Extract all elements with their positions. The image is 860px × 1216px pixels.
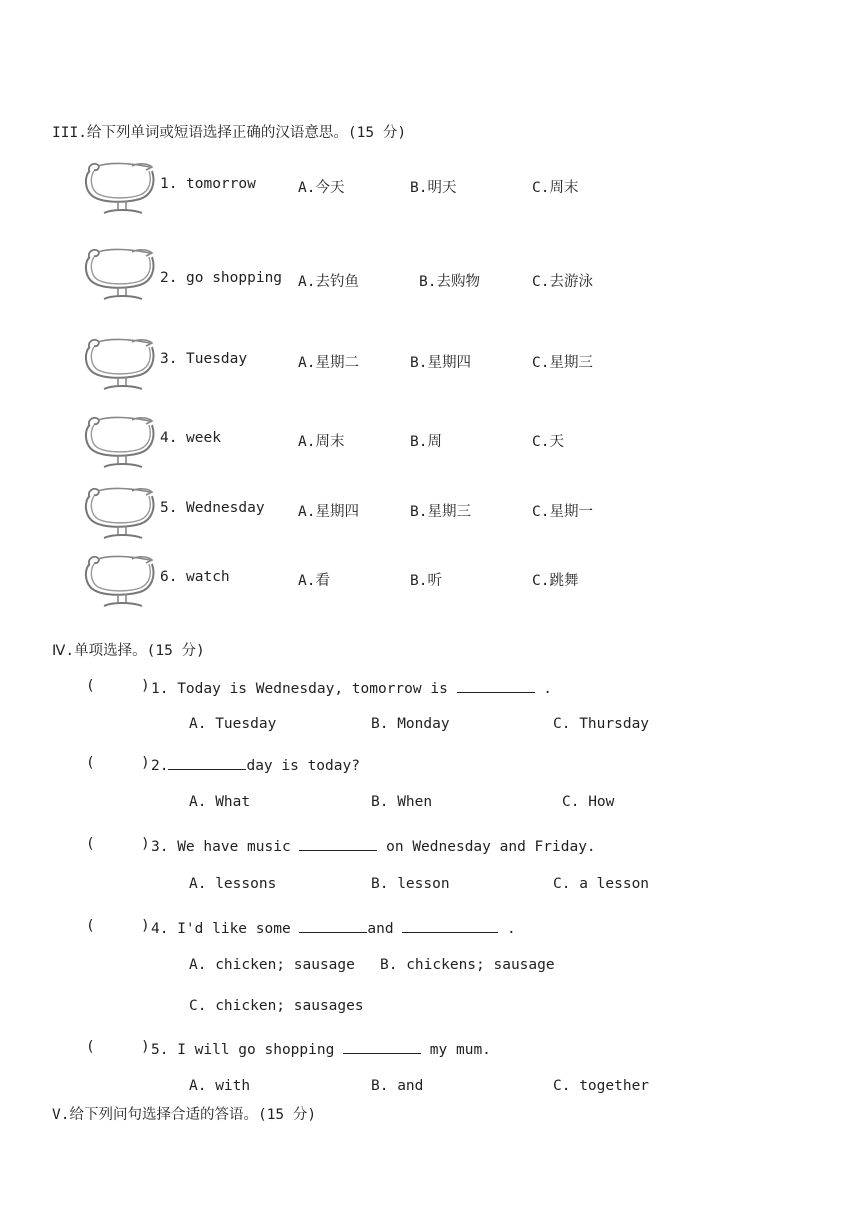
question-1-end: .	[534, 681, 553, 697]
q4-option-b: B. chickens; sausage	[380, 957, 555, 973]
question-4-text: 4. I'd like some	[151, 921, 300, 937]
option-a: A.去钓鱼	[298, 274, 359, 290]
answer-blank[interactable]	[168, 755, 246, 770]
q3-option-b: B. lesson	[371, 876, 450, 892]
item-word: watch	[186, 569, 230, 585]
answer-cup-icon	[80, 411, 160, 473]
option-a: A.星期四	[298, 504, 359, 520]
question-3-text: 3. We have music	[151, 839, 300, 855]
answer-paren-open: (	[86, 1039, 95, 1055]
answer-blank[interactable]	[402, 918, 498, 933]
section-3-title: III.给下列单词或短语选择正确的汉语意思。(15 分)	[52, 125, 407, 141]
answer-cup-icon	[80, 333, 160, 395]
answer-blank[interactable]	[299, 836, 377, 851]
answer-paren-open: (	[86, 836, 95, 852]
option-b: B.听	[410, 573, 442, 589]
question-5	[151, 1039, 491, 1058]
question-4	[151, 918, 516, 937]
q2-option-a: A. What	[189, 794, 251, 810]
question-2-text: day is today?	[246, 758, 360, 774]
option-b: B.星期四	[410, 355, 471, 371]
answer-paren-close: )	[141, 918, 150, 934]
option-a: A.看	[298, 573, 330, 589]
answer-cup-icon	[80, 550, 160, 612]
item-word: tomorrow	[186, 176, 256, 192]
q4-option-a: A. chicken; sausage	[189, 957, 355, 973]
item-number: 6.	[160, 569, 178, 585]
section-4-title: Ⅳ.单项选择。(15 分)	[52, 643, 205, 659]
answer-paren-close: )	[141, 836, 150, 852]
question-5-text: 5. I will go shopping	[151, 1042, 344, 1058]
item-word: go shopping	[186, 270, 283, 286]
answer-paren-open: (	[86, 755, 95, 771]
q1-option-a: A. Tuesday	[189, 716, 277, 732]
question-1	[151, 678, 552, 697]
option-c: C.星期三	[532, 355, 593, 371]
option-a: A.周末	[298, 434, 345, 450]
option-b: B.星期三	[410, 504, 471, 520]
answer-cup-icon	[80, 243, 160, 305]
q3-option-a: A. lessons	[189, 876, 277, 892]
q2-option-b: B. When	[371, 794, 433, 810]
item-number: 5.	[160, 500, 178, 516]
question-5-end: my mum.	[421, 1042, 491, 1058]
item-number: 2.	[160, 270, 178, 286]
question-2-number: 2.	[151, 758, 169, 774]
option-c: C.周末	[532, 180, 579, 196]
option-c: C.星期一	[532, 504, 593, 520]
q1-option-c: C. Thursday	[553, 716, 650, 732]
question-3	[151, 836, 596, 855]
q5-option-b: B. and	[371, 1078, 424, 1094]
q4-option-c: C. chicken; sausages	[189, 998, 364, 1014]
option-c: C.天	[532, 434, 564, 450]
answer-paren-open: (	[86, 678, 95, 694]
item-number: 1.	[160, 176, 178, 192]
answer-paren-close: )	[141, 755, 150, 771]
question-3-end: on Wednesday and Friday.	[377, 839, 596, 855]
option-a: A.今天	[298, 180, 345, 196]
option-a: A.星期二	[298, 355, 359, 371]
item-number: 3.	[160, 351, 178, 367]
q3-option-c: C. a lesson	[553, 876, 650, 892]
answer-paren-close: )	[141, 678, 150, 694]
option-b: B.去购物	[419, 274, 480, 290]
question-4-end: .	[498, 921, 516, 937]
option-c: C.去游泳	[532, 274, 593, 290]
section-5-title: V.给下列问句选择合适的答语。(15 分)	[52, 1107, 317, 1123]
question-1-text: 1. Today is Wednesday, tomorrow is	[151, 681, 457, 697]
option-c: C.跳舞	[532, 573, 579, 589]
option-b: B.明天	[410, 180, 457, 196]
q2-option-c: C. How	[562, 794, 615, 810]
item-word: week	[186, 430, 221, 446]
q5-option-a: A. with	[189, 1078, 251, 1094]
answer-blank[interactable]	[343, 1039, 421, 1054]
q5-option-c: C. together	[553, 1078, 650, 1094]
question-4-mid: and	[367, 921, 403, 937]
answer-paren-close: )	[141, 1039, 150, 1055]
q1-option-b: B. Monday	[371, 716, 450, 732]
item-number: 4.	[160, 430, 178, 446]
answer-cup-icon	[80, 157, 160, 219]
answer-blank[interactable]	[299, 918, 367, 933]
item-word: Wednesday	[186, 500, 265, 516]
item-word: Tuesday	[186, 351, 248, 367]
answer-blank[interactable]	[457, 678, 535, 693]
question-2	[151, 755, 360, 774]
option-b: B.周	[410, 434, 442, 450]
answer-cup-icon	[80, 482, 160, 544]
answer-paren-open: (	[86, 918, 95, 934]
